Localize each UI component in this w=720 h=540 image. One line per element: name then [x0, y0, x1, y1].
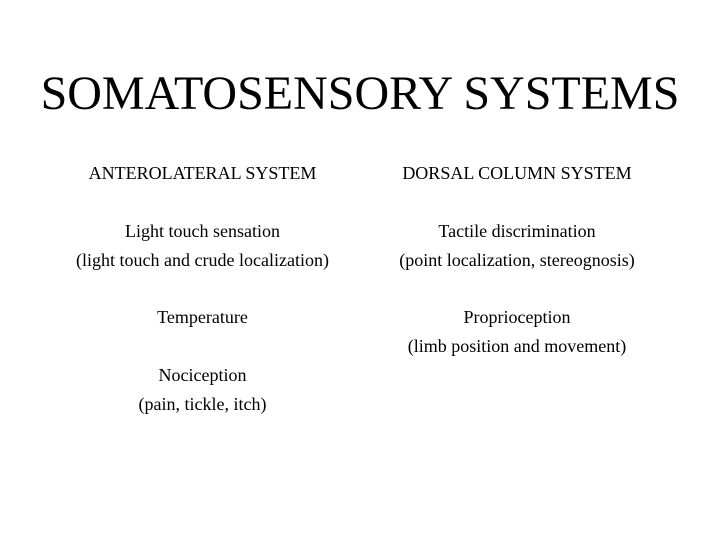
proprioception-label: Proprioception: [463, 307, 571, 327]
tactile-discrimination-detail: (point localization, stereognosis): [399, 250, 635, 270]
anterolateral-column: [40, 161, 365, 414]
anterolateral-heading: ANTEROLATERAL SYSTEM: [88, 163, 317, 183]
temperature-label: Temperature: [157, 307, 248, 327]
light-touch-detail: (light touch and crude localization): [76, 250, 329, 270]
nociception-label: Nociception: [158, 365, 247, 385]
dorsal-column-heading: DORSAL COLUMN SYSTEM: [402, 163, 632, 183]
proprioception-detail: (limb position and movement): [407, 336, 627, 356]
dorsal-column: [367, 161, 667, 356]
slide-title: SOMATOSENSORY SYSTEMS: [40, 67, 680, 120]
tactile-discrimination-label: Tactile discrimination: [438, 221, 596, 241]
temperature-item: [40, 303, 365, 332]
proprioception-item: [367, 303, 667, 361]
light-touch-item: [40, 217, 365, 275]
tactile-discrimination-item: [367, 217, 667, 275]
nociception-detail: (pain, tickle, itch): [138, 394, 267, 414]
nociception-item: [40, 361, 365, 419]
light-touch-label: Light touch sensation: [125, 221, 280, 241]
